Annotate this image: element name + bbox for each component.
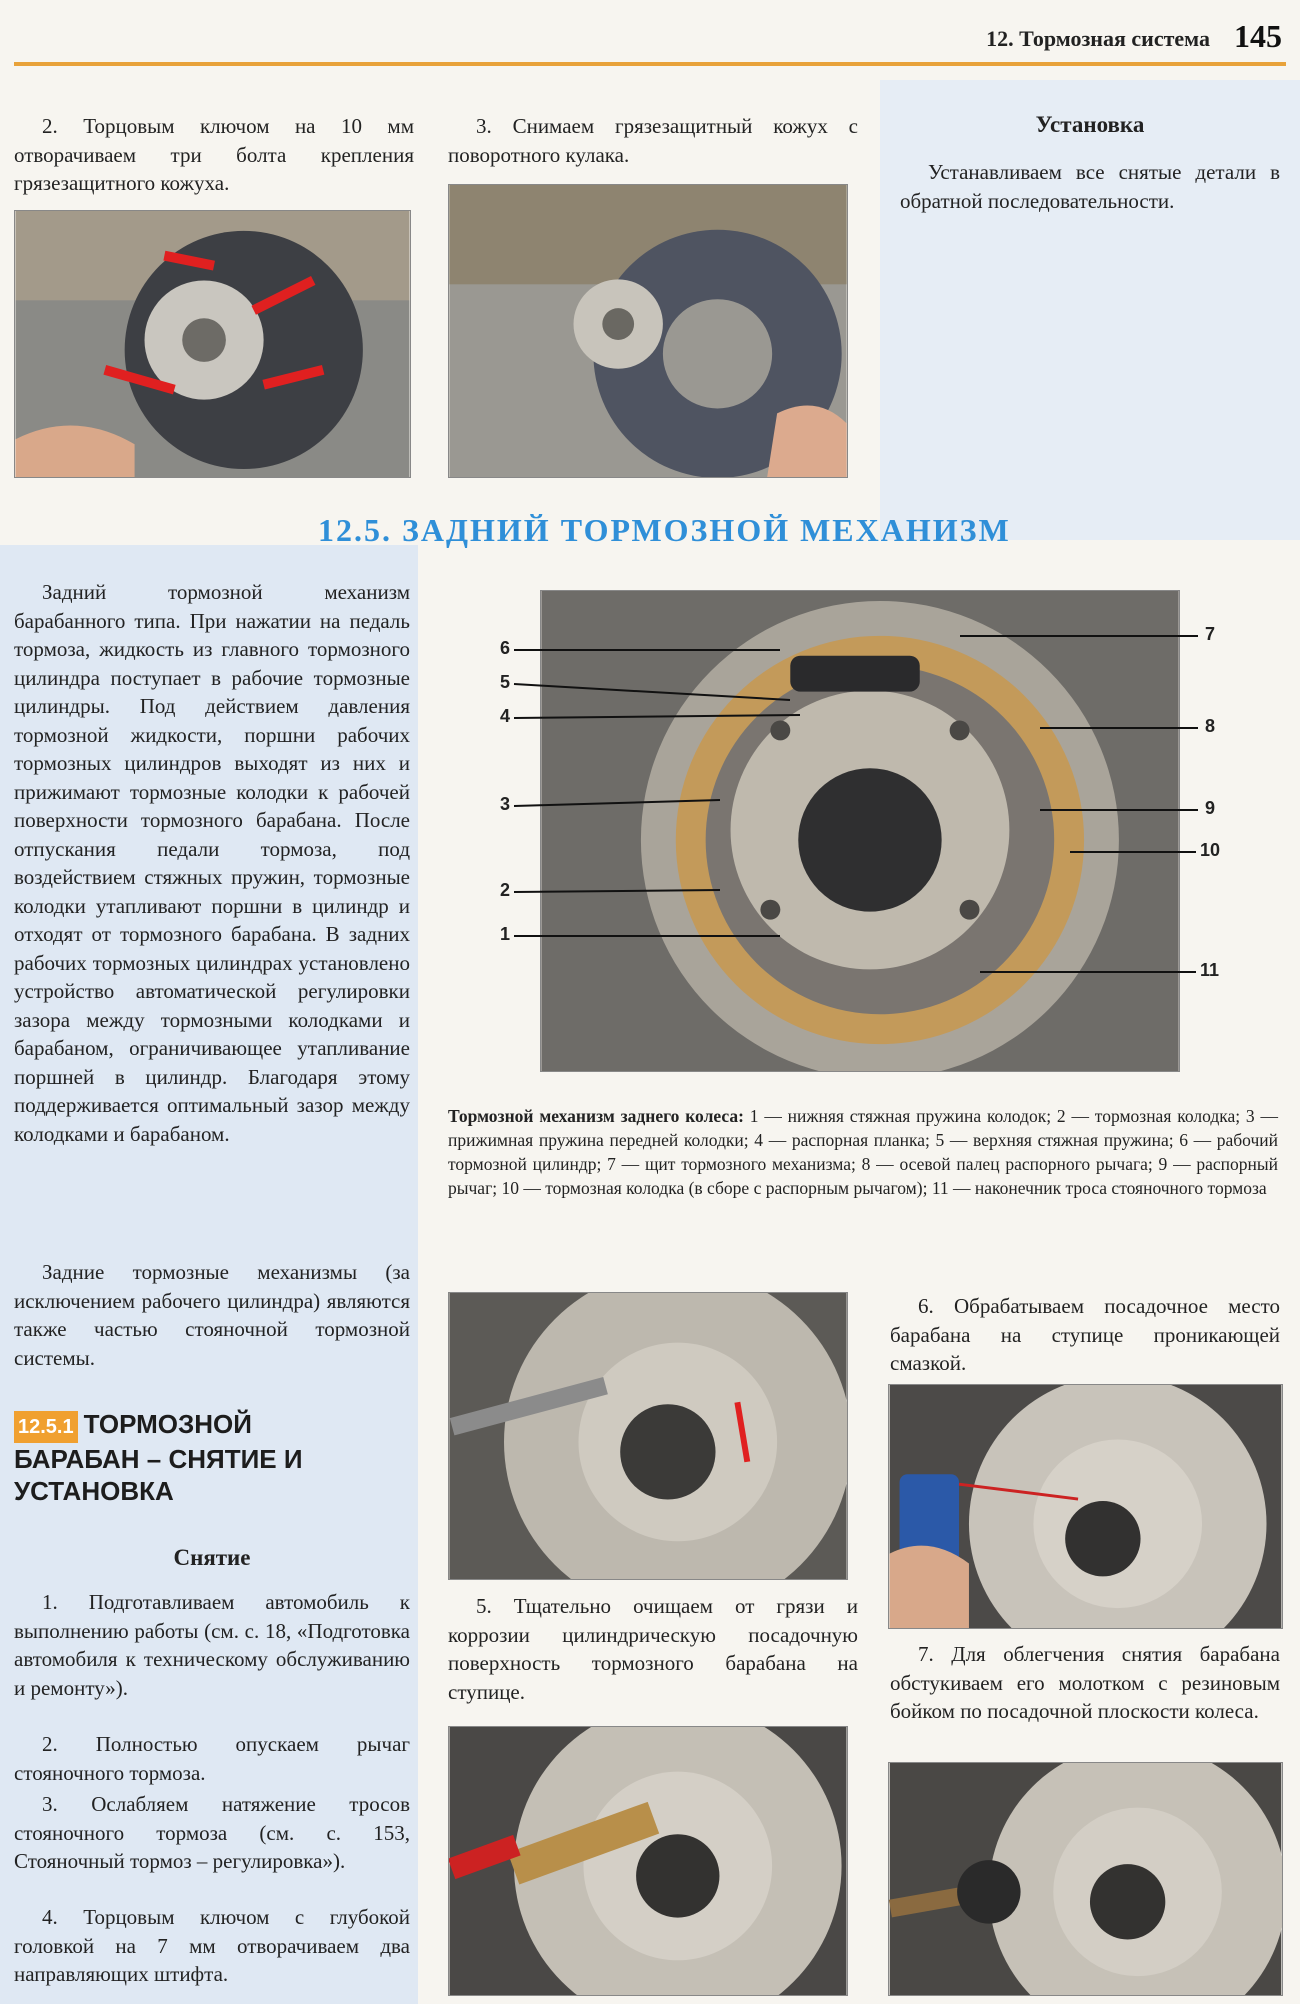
caption-bold: Тормозной механизм заднего колеса: — [448, 1106, 744, 1126]
wire-brush-illustration — [449, 1727, 847, 1995]
callout-7: 7 — [1205, 624, 1216, 644]
installation-heading: Установка — [1035, 112, 1145, 137]
right-column-background — [880, 80, 1300, 540]
page-number: 145 — [1234, 18, 1282, 54]
step-6-text: 6. Обрабатываем посадочное место барабана на ступице проникающей смазкой. — [890, 1294, 1280, 1375]
callout-3: 3 — [500, 794, 511, 814]
running-head: 12. Тормозная система — [986, 26, 1210, 51]
installation-text: Устанавливаем все снятые детали в обратной последовательности. — [900, 160, 1280, 213]
removal-heading: Снятие — [173, 1545, 251, 1570]
callout-2: 2 — [500, 880, 511, 900]
callout-1: 1 — [500, 924, 511, 944]
step-7-text: 7. Для облегчения снятия барабана обстукиваем его молотком с резиновым бойком по посадочной плоскости колеса. — [890, 1642, 1280, 1723]
section-title: 12.5. ЗАДНИЙ ТОРМОЗНОЙ МЕХАНИЗМ — [318, 512, 1011, 548]
callout-9: 9 — [1205, 798, 1216, 818]
callout-10: 10 — [1200, 840, 1221, 860]
photo-guide-pins — [448, 1292, 848, 1580]
callout-4: 4 — [500, 706, 511, 726]
diagram-caption — [448, 1104, 1278, 1200]
photo-bolts-shield — [14, 210, 411, 478]
header-rule — [14, 62, 1286, 66]
removal-step-3: 3. Ослабляем натяжение тросов стояночного тормоза (см. с. 153, Стояночный тормоз – регулировка»). — [14, 1792, 410, 1873]
brake-mechanism-photo — [540, 590, 1180, 1072]
brake-shield-illustration — [15, 211, 410, 477]
photo-rubber-mallet — [888, 1762, 1283, 1996]
photo-penetrating-oil — [888, 1384, 1283, 1629]
removal-step-2: 2. Полностью опускаем рычаг стояночного тормоза. — [14, 1732, 410, 1785]
callout-11: 11 — [1200, 960, 1220, 980]
photo-wire-brush — [448, 1726, 848, 1996]
removal-step-1: 1. Подготавливаем автомобиль к выполнению работы (см. с. 18, «Подготовка автомобиля к техническому обслуживанию и ремонту»). — [14, 1590, 410, 1700]
intro-paragraph-1: Задний тормозной механизм барабанного типа. При нажатии на педаль тормоза, жидкость из главного тормозного цилиндра поступает в рабочие тормозные цилиндры. Под действием давления тормозной жидкости, поршни рабочих тормозных цилиндров выходят из них и прижимают тормозные колодки к рабочей поверхности тормозного барабана. После отпускания педали тормоза, под воздействием стяжных пружин, тормозные колодки утапливают поршни в цилиндр и отходят от тормозного барабана. В задних рабочих тормозных цилиндрах установлено устройство автоматической регулировки зазора между тормозными колодками и барабаном, ограничивающее утапливание поршней в цилиндр. Благодаря этому поддерживается оптимальный зазор между колодками и барабаном. — [14, 580, 410, 1146]
penetrating-oil-illustration — [889, 1385, 1282, 1628]
subsection-heading — [14, 1408, 314, 1507]
callout-8: 8 — [1205, 716, 1216, 736]
removal-step-4: 4. Торцовым ключом с глубокой головкой на 7 мм отворачиваем два направляющих штифта. — [14, 1905, 410, 1986]
shield-removal-illustration — [449, 185, 847, 477]
guide-pins-illustration — [449, 1293, 847, 1579]
callout-5: 5 — [500, 672, 511, 692]
subsection-title: ТОРМОЗНОЙ БАРАБАН – СНЯТИЕ И УСТАНОВКА — [14, 1409, 303, 1506]
subsection-number: 12.5.1 — [14, 1411, 78, 1443]
step-3-text: 3. Снимаем грязезащитный кожух с поворотного кулака. — [448, 114, 858, 167]
callout-6: 6 — [500, 638, 511, 658]
brake-mechanism-illustration — [541, 591, 1179, 1071]
step-2-text: 2. Торцовым ключом на 10 мм отворачиваем три болта крепления грязезащитного кожуха. — [14, 114, 414, 195]
rubber-mallet-illustration — [889, 1763, 1282, 1995]
photo-remove-shield — [448, 184, 848, 478]
intro-paragraph-2: Задние тормозные механизмы (за исключением рабочего цилиндра) являются также частью стояночной тормозной системы. — [14, 1260, 410, 1370]
caption-text: 1 — нижняя стяжная пружина колодок; 2 — тормозная колодка; 3 — прижимная пружина передней колодки; 4 — распорная планка; 5 — верхняя стяжная пружина; 6 — рабочий тормозной цилиндр; 7 — щит тормозного механизма; 8 — осевой палец распорного рычага; 9 — распорный рычаг; 10 — тормозная колодка (в сборе с распорным рычагом); 11 — наконечник троса стояночного тормоза — [448, 1106, 1278, 1198]
step-5-text: 5. Тщательно очищаем от грязи и коррозии цилиндрическую посадочную поверхность тормозного барабана на ступице. — [448, 1594, 858, 1704]
